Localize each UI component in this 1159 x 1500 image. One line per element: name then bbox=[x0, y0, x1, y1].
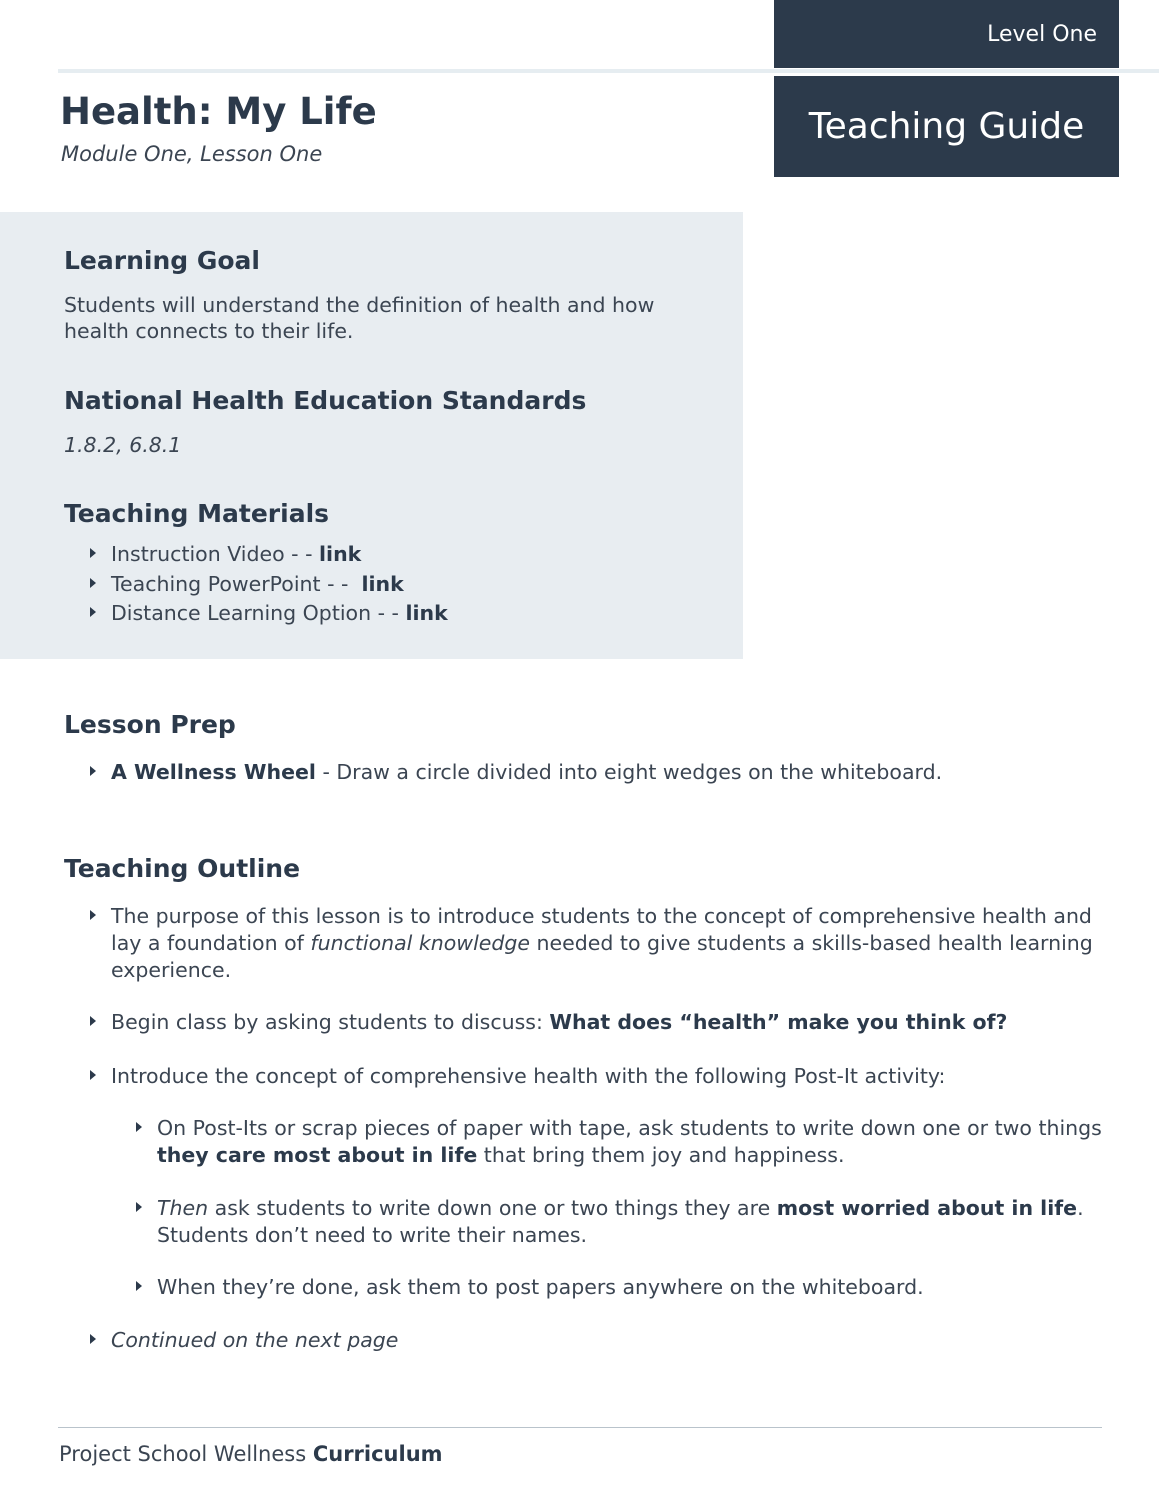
material-item bbox=[111, 541, 361, 568]
instruction-video-link[interactable]: link bbox=[319, 542, 362, 566]
bullet-arrow-icon bbox=[136, 1122, 142, 1132]
lesson-prep-heading: Lesson Prep bbox=[64, 710, 236, 739]
bullet-arrow-icon bbox=[90, 578, 96, 588]
teaching-guide-banner bbox=[774, 76, 1119, 177]
outline-text: . Students don’t need to write their names. bbox=[157, 1196, 1084, 1247]
outline-bold: most worried about in life bbox=[776, 1196, 1078, 1220]
material-label: Teaching PowerPoint - - bbox=[111, 572, 362, 596]
footer-bold: Curriculum bbox=[312, 1442, 443, 1466]
outline-text: When they’re done, ask them to post papers anywhere on the whiteboard. bbox=[157, 1275, 924, 1299]
outline-text: ask students to write down one or two things they are bbox=[208, 1196, 777, 1220]
bullet-arrow-icon bbox=[90, 548, 96, 558]
footer bbox=[59, 1442, 443, 1466]
outline-text: Introduce the concept of comprehensive health with the following Post-It activity: bbox=[111, 1064, 946, 1088]
prep-item-title: A Wellness Wheel bbox=[111, 760, 316, 784]
discussion-question: What does “health” make you think of? bbox=[549, 1010, 1008, 1034]
outline-item bbox=[111, 903, 1101, 984]
outline-subitem bbox=[157, 1115, 1107, 1169]
guide-label: Teaching Guide bbox=[808, 106, 1085, 147]
footer-text: Project School Wellness bbox=[59, 1442, 313, 1466]
prep-item-text: - Draw a circle divided into eight wedges on the whiteboard. bbox=[315, 760, 943, 784]
outline-subitem bbox=[157, 1195, 1092, 1249]
header-divider bbox=[58, 69, 1159, 73]
outline-emphasis: functional knowledge bbox=[310, 931, 531, 955]
footer-divider bbox=[58, 1427, 1102, 1428]
outline-item bbox=[111, 1327, 398, 1354]
bullet-arrow-icon bbox=[90, 1016, 96, 1026]
continued-note: Continued on the next page bbox=[111, 1328, 399, 1352]
bullet-arrow-icon bbox=[90, 1334, 96, 1344]
standards-heading: National Health Education Standards bbox=[64, 386, 587, 415]
material-label: Distance Learning Option - - bbox=[111, 601, 406, 625]
bullet-arrow-icon bbox=[90, 607, 96, 617]
outline-subitem bbox=[157, 1274, 924, 1301]
materials-heading: Teaching Materials bbox=[64, 499, 330, 528]
page-title: Health: My Life bbox=[60, 90, 377, 133]
page-subtitle: Module One, Lesson One bbox=[61, 142, 323, 166]
outline-text: On Post-Its or scrap pieces of paper with tape, ask students to write down one or two things bbox=[157, 1116, 1102, 1140]
bullet-arrow-icon bbox=[90, 910, 96, 920]
outline-text: The purpose of this lesson is to introduce students to the concept of comprehensive health and lay a foundation of bbox=[111, 904, 1092, 955]
distance-learning-link[interactable]: link bbox=[405, 601, 448, 625]
bullet-arrow-icon bbox=[136, 1202, 142, 1212]
outline-text: needed to give students a skills-based health learning experience. bbox=[111, 931, 1093, 982]
learning-goal-heading: Learning Goal bbox=[64, 246, 260, 275]
material-item bbox=[111, 600, 448, 627]
bullet-arrow-icon bbox=[90, 766, 96, 776]
prep-item bbox=[111, 759, 942, 786]
outline-item bbox=[111, 1009, 1007, 1036]
learning-goal-text: Students will understand the definition of health and how health connects to their life. bbox=[64, 293, 655, 343]
outline-item bbox=[111, 1063, 945, 1090]
bullet-arrow-icon bbox=[90, 1070, 96, 1080]
outline-text: that bring them joy and happiness. bbox=[477, 1143, 845, 1167]
level-label: Level One bbox=[987, 21, 1097, 47]
outline-bold: they care most about in life bbox=[157, 1143, 478, 1167]
teaching-outline-heading: Teaching Outline bbox=[64, 854, 301, 883]
standards-text: 1.8.2, 6.8.1 bbox=[64, 433, 182, 457]
material-label: Instruction Video - - bbox=[111, 542, 320, 566]
outline-text: Begin class by asking students to discuss: bbox=[111, 1010, 550, 1034]
outline-emphasis: Then bbox=[157, 1196, 209, 1220]
teaching-powerpoint-link[interactable]: link bbox=[361, 572, 404, 596]
level-badge bbox=[774, 0, 1119, 68]
material-item bbox=[111, 571, 404, 598]
bullet-arrow-icon bbox=[136, 1281, 142, 1291]
